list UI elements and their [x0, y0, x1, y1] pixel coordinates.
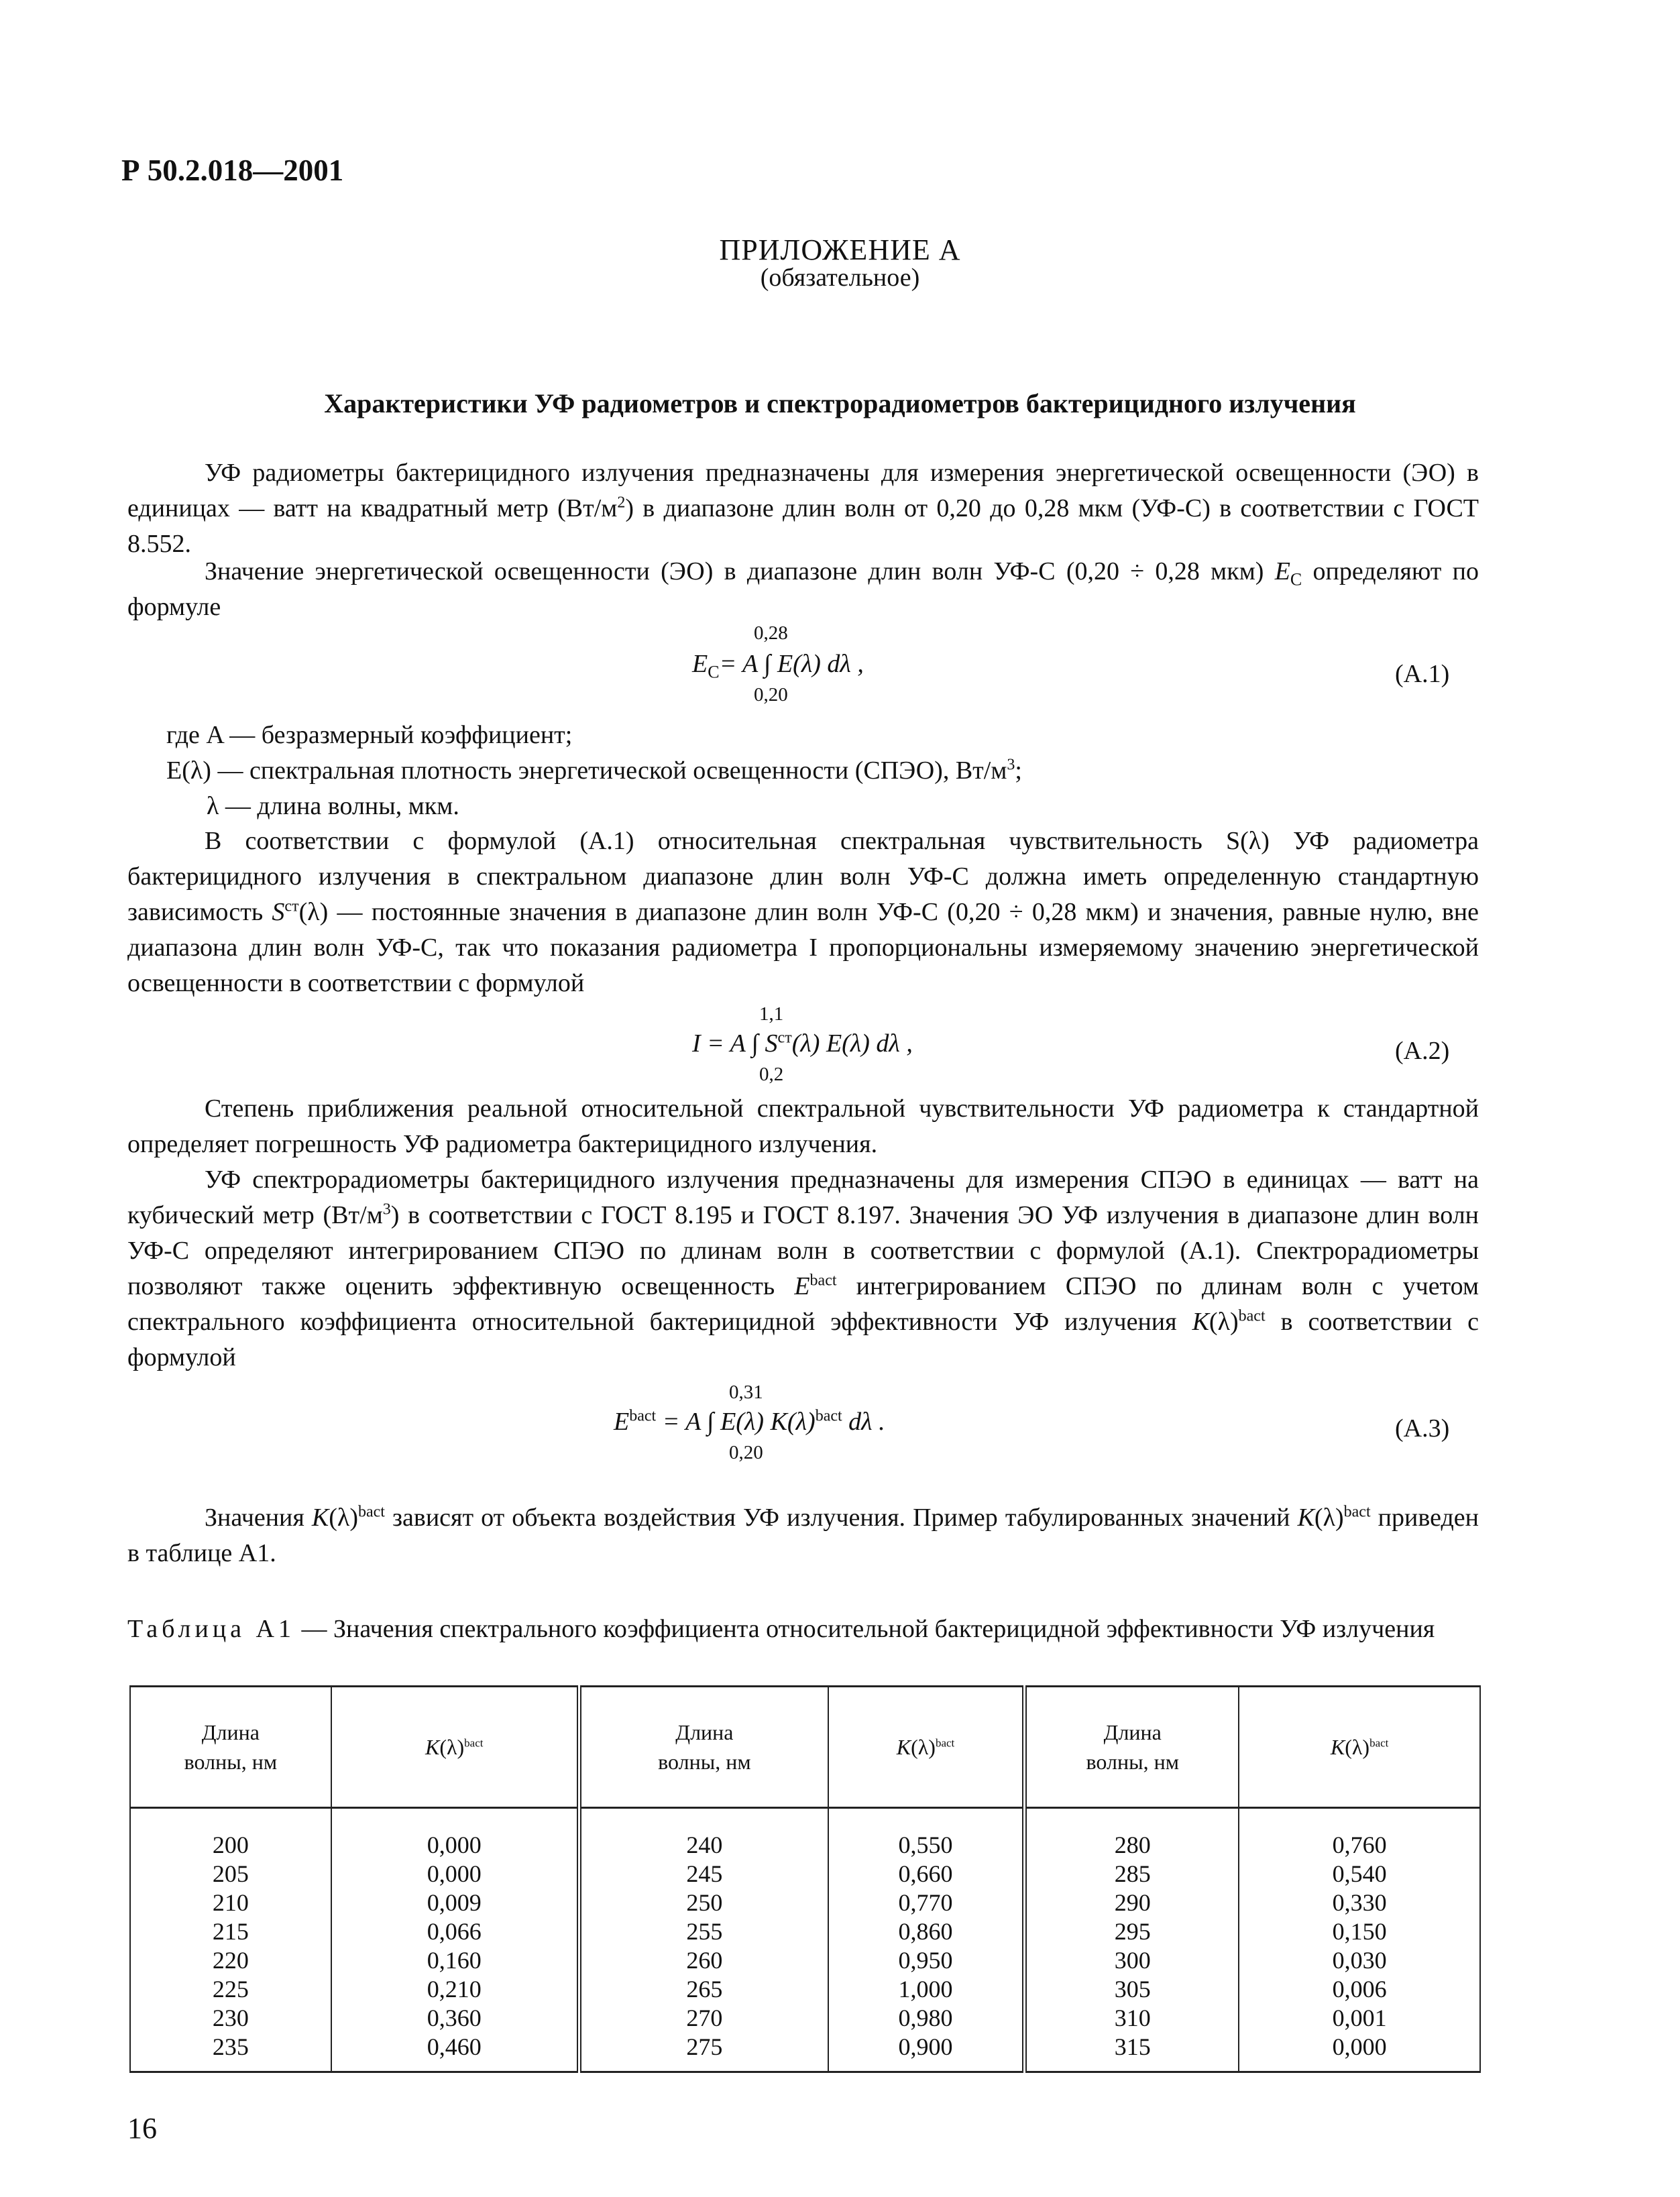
- formula-a2-expression: I = A ∫ $S^{ст}(\lambda)$ E(λ) dλ ,: [692, 1029, 913, 1058]
- header-wavelength-3: Длина волны, нм: [1025, 1687, 1239, 1808]
- paragraph-4: Степень приближения реальной относительной спектральной чувствительности УФ радиометра к стандартной определяет погрешность УФ радиометра бактерицидного излучения.: [127, 1094, 1479, 1158]
- formula-a1-lower-limit: 0,20: [754, 684, 788, 706]
- header-k-3: $K(\lambda)^{bact}$: [1239, 1687, 1480, 1808]
- where-line-2: E(λ) — спектральная плотность энергетической освещенности (СПЭО), $Вт/м^3$;: [166, 756, 1022, 785]
- formula-a1-upper-limit: 0,28: [754, 622, 788, 644]
- formula-a2-lower-limit: 0,2: [759, 1064, 784, 1085]
- table-caption: Таблица А1 — Значения спектрального коэффициента относительной бактерицидной эффективности УФ излучения: [127, 1615, 1435, 1643]
- k-column-2: 0,550 0,660 0,770 0,860 0,950 1,000 0,980 0,900: [828, 1808, 1025, 2072]
- formula-a1-number: (А.1): [1395, 660, 1450, 688]
- table-header-row: [130, 1687, 1480, 1808]
- coefficient-table: [129, 1685, 1481, 2073]
- formula-a1-expression: $E_C= A$ ∫ E(λ) dλ ,: [692, 650, 864, 682]
- k-column-1: 0,000 0,000 0,009 0,066 0,160 0,210 0,360 0,460: [331, 1808, 579, 2072]
- paragraph-2: Значение энергетической освещенности (ЭО) в диапазоне длин волн УФ-С (0,20 ÷ 0,28 мкм) $E_C$ определяют по формуле: [127, 557, 1479, 621]
- where-line-1: где A — безразмерный коэффициент;: [166, 721, 573, 749]
- page-number: 16: [127, 2112, 157, 2145]
- table-caption-label: Таблица А1: [127, 1615, 295, 1643]
- k-column-3: 0,760 0,540 0,330 0,150 0,030 0,006 0,001 0,000: [1239, 1808, 1480, 2072]
- header-k-1: $K(\lambda)^{bact}$: [331, 1687, 579, 1808]
- formula-a3-lower-limit: 0,20: [729, 1442, 763, 1463]
- paragraph-6: Значения $K(\lambda)^{bact}$ зависят от объекта воздействия УФ излучения. Пример табулированных значений $K(\lambda)^{bact}$ приведен в таблице А1.: [127, 1503, 1479, 1567]
- document-code: Р 50.2.018—2001: [121, 154, 344, 187]
- formula-a2-upper-limit: 1,1: [759, 1003, 784, 1025]
- header-wavelength-1: Длина волны, нм: [130, 1687, 331, 1808]
- formula-a3-number: (А.3): [1395, 1414, 1450, 1443]
- table-body-row: [130, 1808, 1480, 2072]
- paragraph-5: УФ спектрорадиометры бактерицидного излучения предназначены для измерения СПЭО в единицах — ватт на кубический метр $(Вт/м^3)$ в соответствии с ГОСТ 8.195 и ГОСТ 8.197. Значения ЭО УФ излучения в диапазоне длин волн УФ-С определяют интегрированием СПЭО по длинам волн в соответствии с формулой (А.1). Спектрорадиометры позволяют также оценить эффективную освещенность $E^{bact}$ интегрированием СПЭО по длинам волн с учетом спектрального коэффициента относительной бактерицидной эффективности УФ излучения $K(\lambda)^{bact}$ в соответствии с формулой: [127, 1166, 1479, 1371]
- wavelength-column-2: 240 245 250 255 260 265 270 275: [579, 1808, 828, 2072]
- formula-a3-expression: $E^{bact} = A$ ∫ E(λ) $K(\lambda)^{bact}$ dλ .: [614, 1407, 885, 1436]
- where-line-3: λ — длина волны, мкм.: [207, 792, 459, 820]
- header-wavelength-2: Длина волны, нм: [579, 1687, 828, 1808]
- formula-a2-number: (А.2): [1395, 1037, 1450, 1065]
- header-k-2: $K(\lambda)^{bact}$: [828, 1687, 1025, 1808]
- paragraph-3: В соответствии с формулой (А.1) относительная спектральная чувствительность S(λ) УФ радиометра бактерицидного излучения в спектральном диапазоне длин волн УФ-С должна иметь определенную стандартную зависимость $S^{ст}(\lambda)$ — постоянные значения в диапазоне длин волн УФ-С (0,20 ÷ 0,28 мкм) и значения, равные нулю, вне диапазона длин волн УФ-С, так что показания радиометра I пропорциональны измеряемому значению энергетической освещенности в соответствии с формулой: [127, 827, 1479, 997]
- section-title: Характеристики УФ радиометров и спектрорадиометров бактерицидного излучения: [324, 388, 1356, 418]
- appendix-subtitle: (обязательное): [760, 264, 920, 292]
- appendix-title: ПРИЛОЖЕНИЕ А: [719, 233, 961, 266]
- wavelength-column-1: 200 205 210 215 220 225 230 235: [130, 1808, 331, 2072]
- formula-a3-upper-limit: 0,31: [729, 1382, 763, 1403]
- paragraph-1: УФ радиометры бактерицидного излучения предназначены для измерения энергетической освещенности (ЭО) в единицах — ватт на квадратный метр $(Вт/м^2)$ в диапазоне длин волн от 0,20 до 0,28 мкм (УФ-С) в соответствии с ГОСТ 8.552.: [127, 459, 1479, 558]
- wavelength-column-3: 280 285 290 295 300 305 310 315: [1025, 1808, 1239, 2072]
